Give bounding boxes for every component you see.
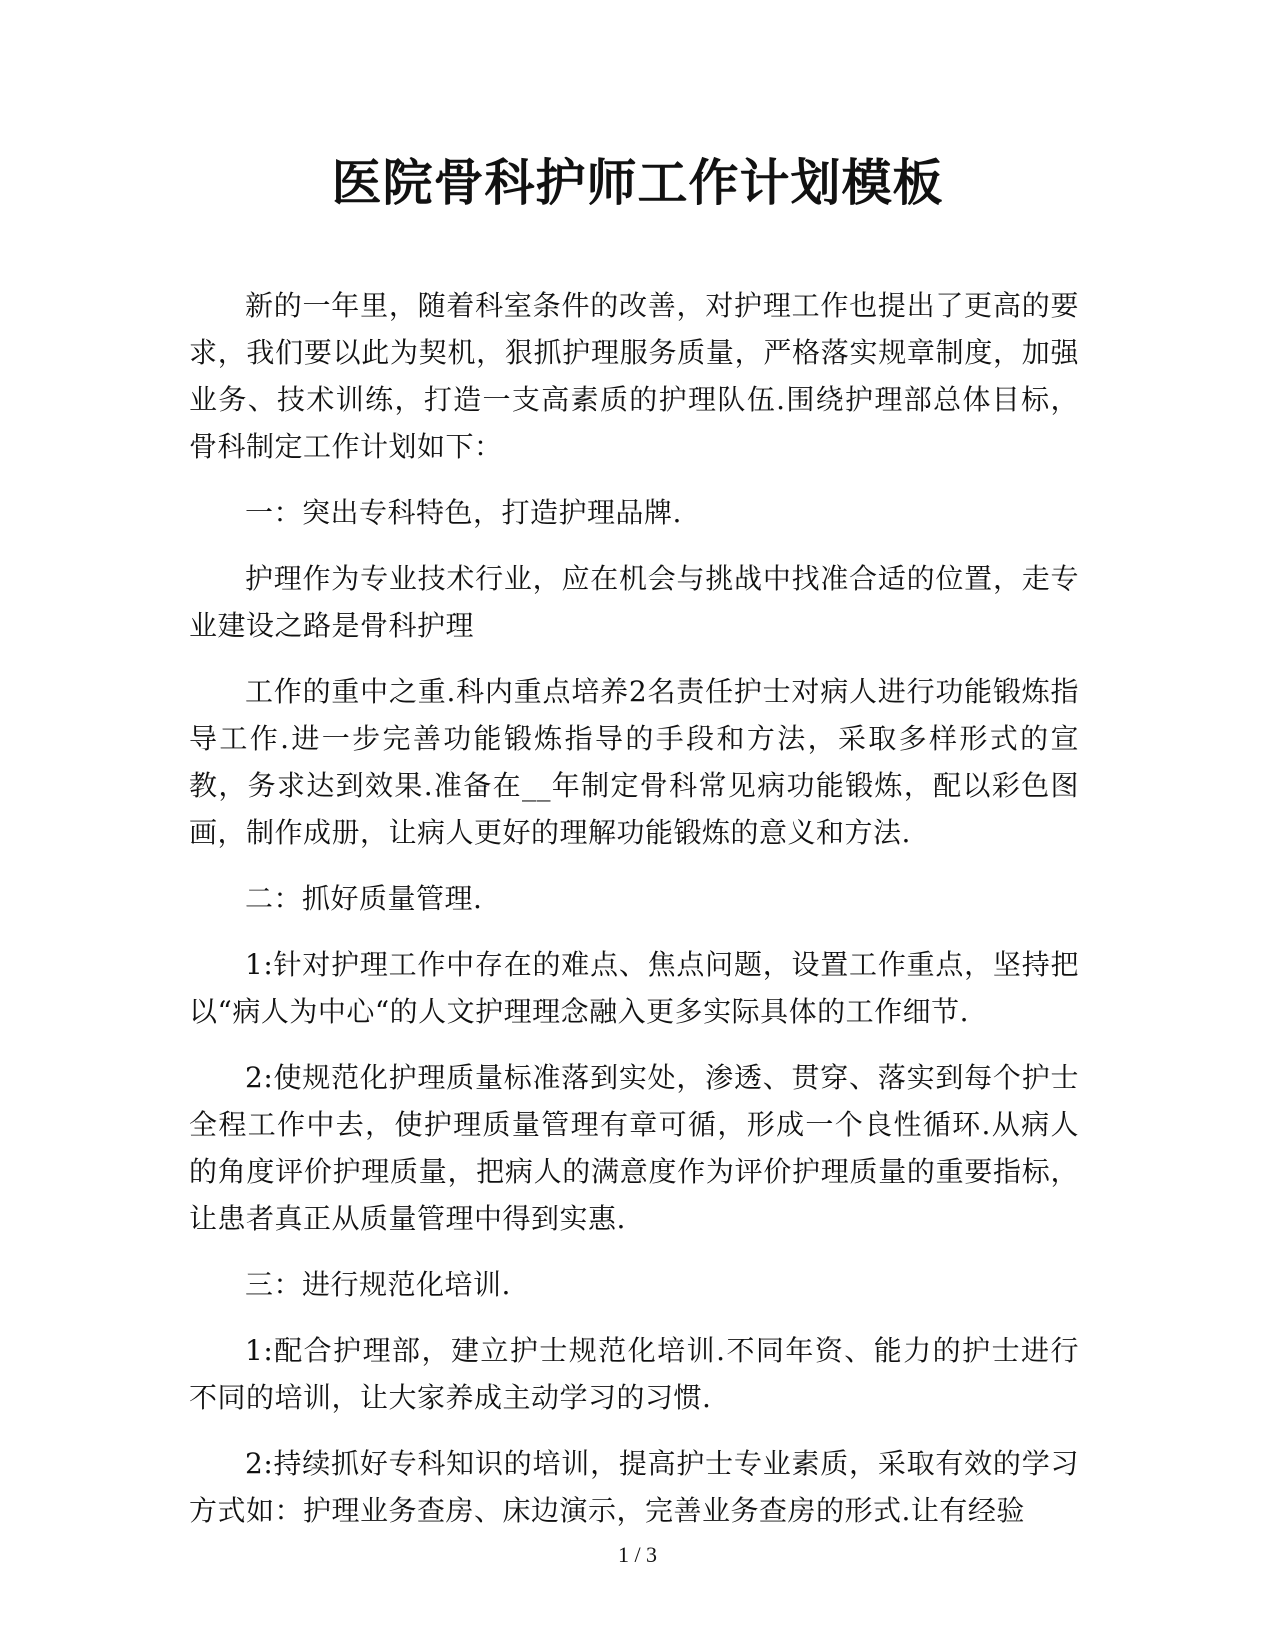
paragraph: 工作的重中之重.科内重点培养2名责任护士对病人进行功能锻炼指导工作.进一步完善功能锻炼指导的手段和方法，采取多样形式的宣教，务求达到效果.准备在__年制定骨科常见病功能锻炼，配以彩色图画，制作成册，让病人更好的理解功能锻炼的意义和方法. — [189, 675, 1079, 849]
section-heading-2: 二：抓好质量管理. — [245, 882, 483, 915]
paragraph: 护理作为专业技术行业，应在机会与挑战中找准合适的位置，走专业建设之路是骨科护理 — [189, 562, 1079, 642]
list-item: 1:针对护理工作中存在的难点、焦点问题，设置工作重点，坚持把以“病人为中心“的人文护理理念融入更多实际具体的工作细节. — [189, 948, 1079, 1028]
list-item: 1:配合护理部，建立护士规范化培训.不同年资、能力的护士进行不同的培训，让大家养成主动学习的习惯. — [189, 1334, 1079, 1414]
document-title: 医院骨科护师工作计划模板 — [331, 154, 944, 212]
paragraph-intro: 新的一年里，随着科室条件的改善，对护理工作也提出了更高的要求，我们要以此为契机，狠抓护理服务质量，严格落实规章制度，加强业务、技术训练，打造一支高素质的护理队伍.围绕护理部总体目标，骨科制定工作计划如下： — [189, 289, 1079, 463]
section-heading-3: 三：进行规范化培训. — [245, 1268, 511, 1301]
document-body — [189, 282, 1079, 1553]
section-heading-1: 一：突出专科特色，打造护理品牌. — [245, 496, 682, 529]
list-item: 2:使规范化护理质量标准落到实处，渗透、贯穿、落实到每个护士全程工作中去，使护理质量管理有章可循，形成一个良性循环.从病人的角度评价护理质量，把病人的满意度作为评价护理质量的重要指标，让患者真正从质量管理中得到实惠. — [189, 1061, 1079, 1235]
list-item: 2:持续抓好专科知识的培训，提高护士专业素质，采取有效的学习方式如：护理业务查房、床边演示，完善业务查房的形式.让有经验 — [189, 1447, 1079, 1527]
page-number: 1 / 3 — [617, 1542, 658, 1567]
